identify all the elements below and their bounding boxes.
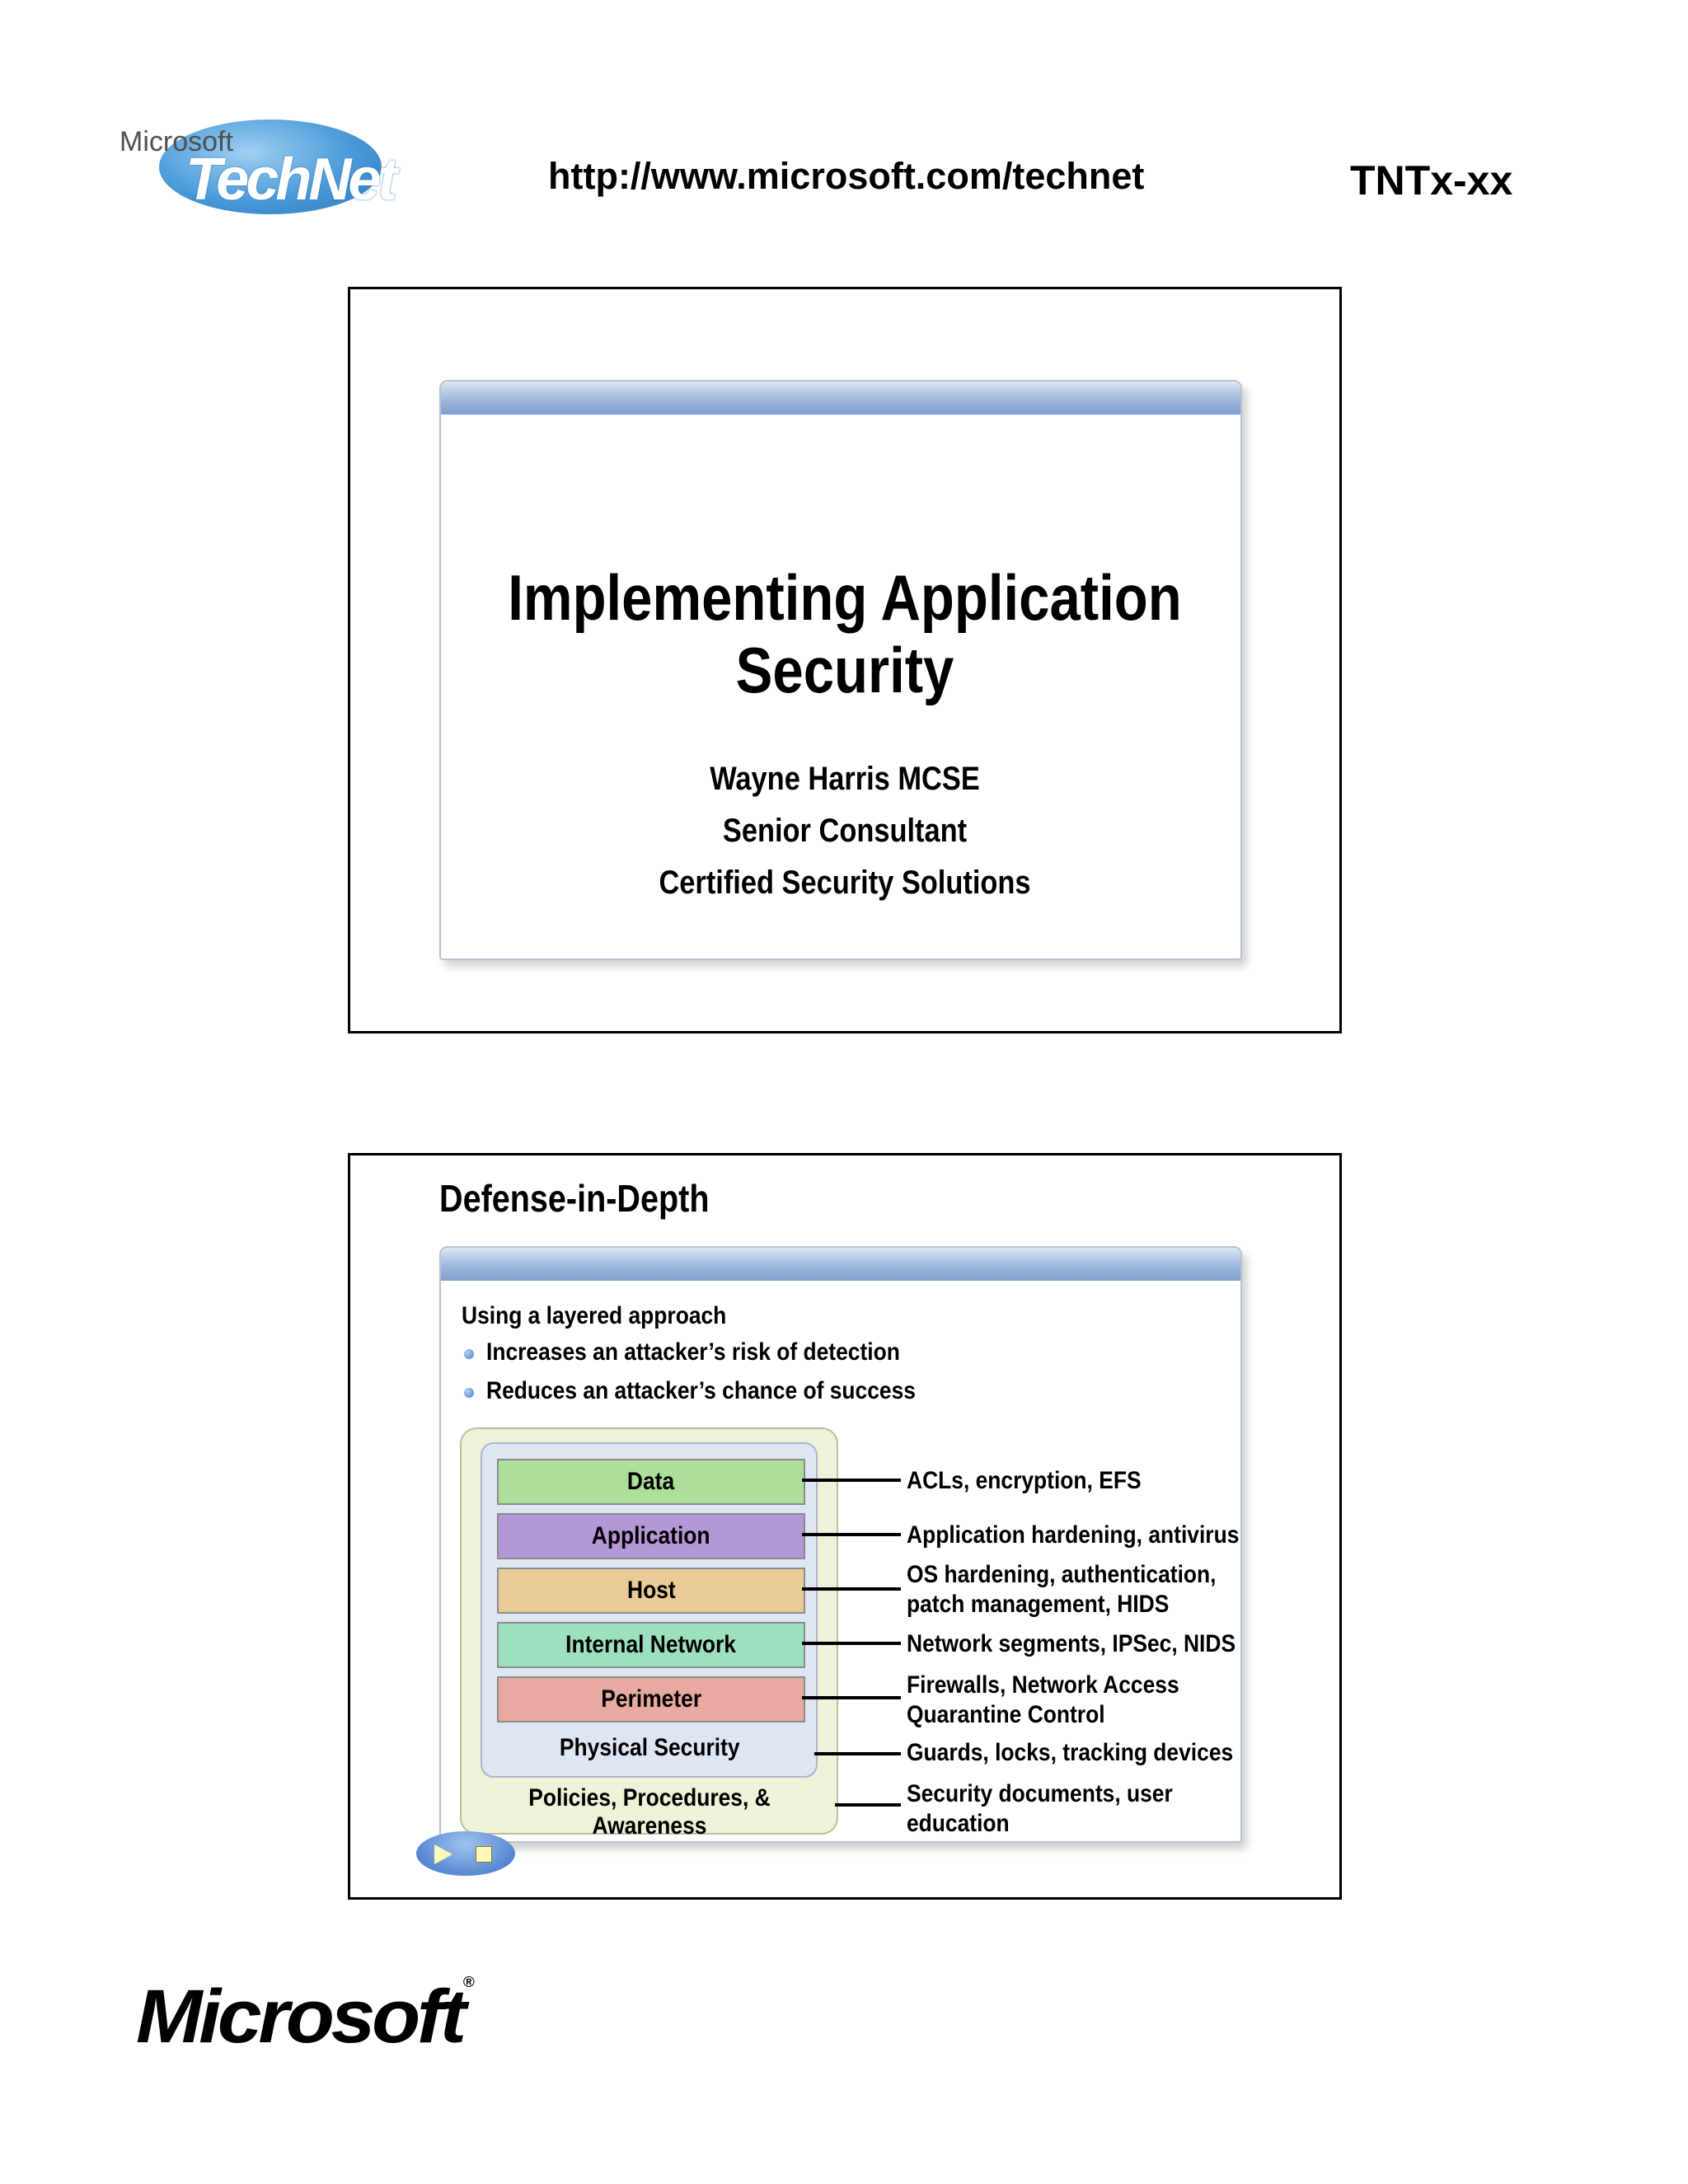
slide-2 [348, 1153, 1342, 1900]
slide-1-card-header-bar [441, 382, 1240, 415]
microsoft-logo-text: Microsoft [136, 1975, 463, 2059]
layer-perimeter-label: Perimeter [601, 1685, 701, 1713]
desc-host-line-1: OS hardening, authentication, [907, 1561, 1217, 1588]
layer-data [497, 1459, 805, 1505]
slide-1-title-line-1: Implementing Application [508, 561, 1182, 634]
microsoft-logo [136, 1974, 475, 2060]
bullet-icon [464, 1349, 474, 1359]
layer-host-label: Host [626, 1577, 676, 1604]
header-url: http://www.microsoft.com/technet [548, 155, 1145, 197]
desc-policies-line-1: Security documents, user [907, 1780, 1173, 1807]
desc-perimeter-line-1: Firewalls, Network Access [907, 1671, 1179, 1699]
bullet-item-1: Increases an attacker’s risk of detection [486, 1338, 900, 1366]
intro-text: Using a layered approach [462, 1302, 727, 1329]
layer-data-label: Data [627, 1468, 675, 1495]
header-code: TNTx-xx [1350, 157, 1513, 204]
slide-1 [348, 287, 1342, 1033]
technet-logo-word: TechNet [185, 147, 395, 213]
layer-perimeter [497, 1676, 805, 1722]
layer-host [497, 1568, 805, 1614]
presenter-role: Senior Consultant [722, 813, 968, 849]
connector-line [802, 1587, 901, 1591]
layer-internal-network-label: Internal Network [565, 1631, 737, 1658]
layer-application [497, 1513, 805, 1559]
presenter-company: Certified Security Solutions [659, 865, 1031, 901]
technet-logo-microsoft: Microsoft [120, 126, 233, 157]
stop-icon[interactable] [476, 1846, 492, 1863]
desc-application: Application hardening, antivirus [907, 1521, 1240, 1549]
desc-physical-security: Guards, locks, tracking devices [907, 1739, 1234, 1766]
slide-1-title [420, 561, 1270, 706]
connector-line [835, 1803, 901, 1807]
desc-internal-network: Network segments, IPSec, NIDS [907, 1630, 1236, 1657]
playback-control[interactable] [416, 1831, 515, 1876]
connector-line [802, 1533, 901, 1536]
layer-application-label: Application [592, 1522, 710, 1549]
slide-2-card-header-bar [441, 1248, 1240, 1281]
desc-perimeter-line-2: Quarantine Control [907, 1701, 1105, 1728]
bullet-icon [464, 1388, 474, 1398]
connector-line [814, 1752, 901, 1755]
desc-policies-line-2: education [907, 1810, 1010, 1837]
play-icon[interactable] [434, 1844, 452, 1864]
bullet-item-2: Reduces an attacker’s chance of success [486, 1377, 916, 1404]
connector-line [802, 1642, 901, 1645]
presenter-name: Wayne Harris MCSE [710, 761, 980, 797]
desc-host-line-2: patch management, HIDS [907, 1591, 1170, 1618]
physical-security-label: Physical Security [559, 1734, 740, 1761]
policies-label: Policies, Procedures, & Awareness [528, 1784, 771, 1840]
connector-line [802, 1696, 901, 1699]
connector-line [802, 1479, 901, 1482]
slide-2-title: Defense-in-Depth [439, 1177, 710, 1220]
layer-internal-network [497, 1622, 805, 1668]
technet-logo [120, 111, 400, 218]
registered-mark: ® [462, 1974, 475, 1990]
desc-data: ACLs, encryption, EFS [907, 1467, 1142, 1494]
slide-1-title-line-2: Security [735, 634, 954, 706]
